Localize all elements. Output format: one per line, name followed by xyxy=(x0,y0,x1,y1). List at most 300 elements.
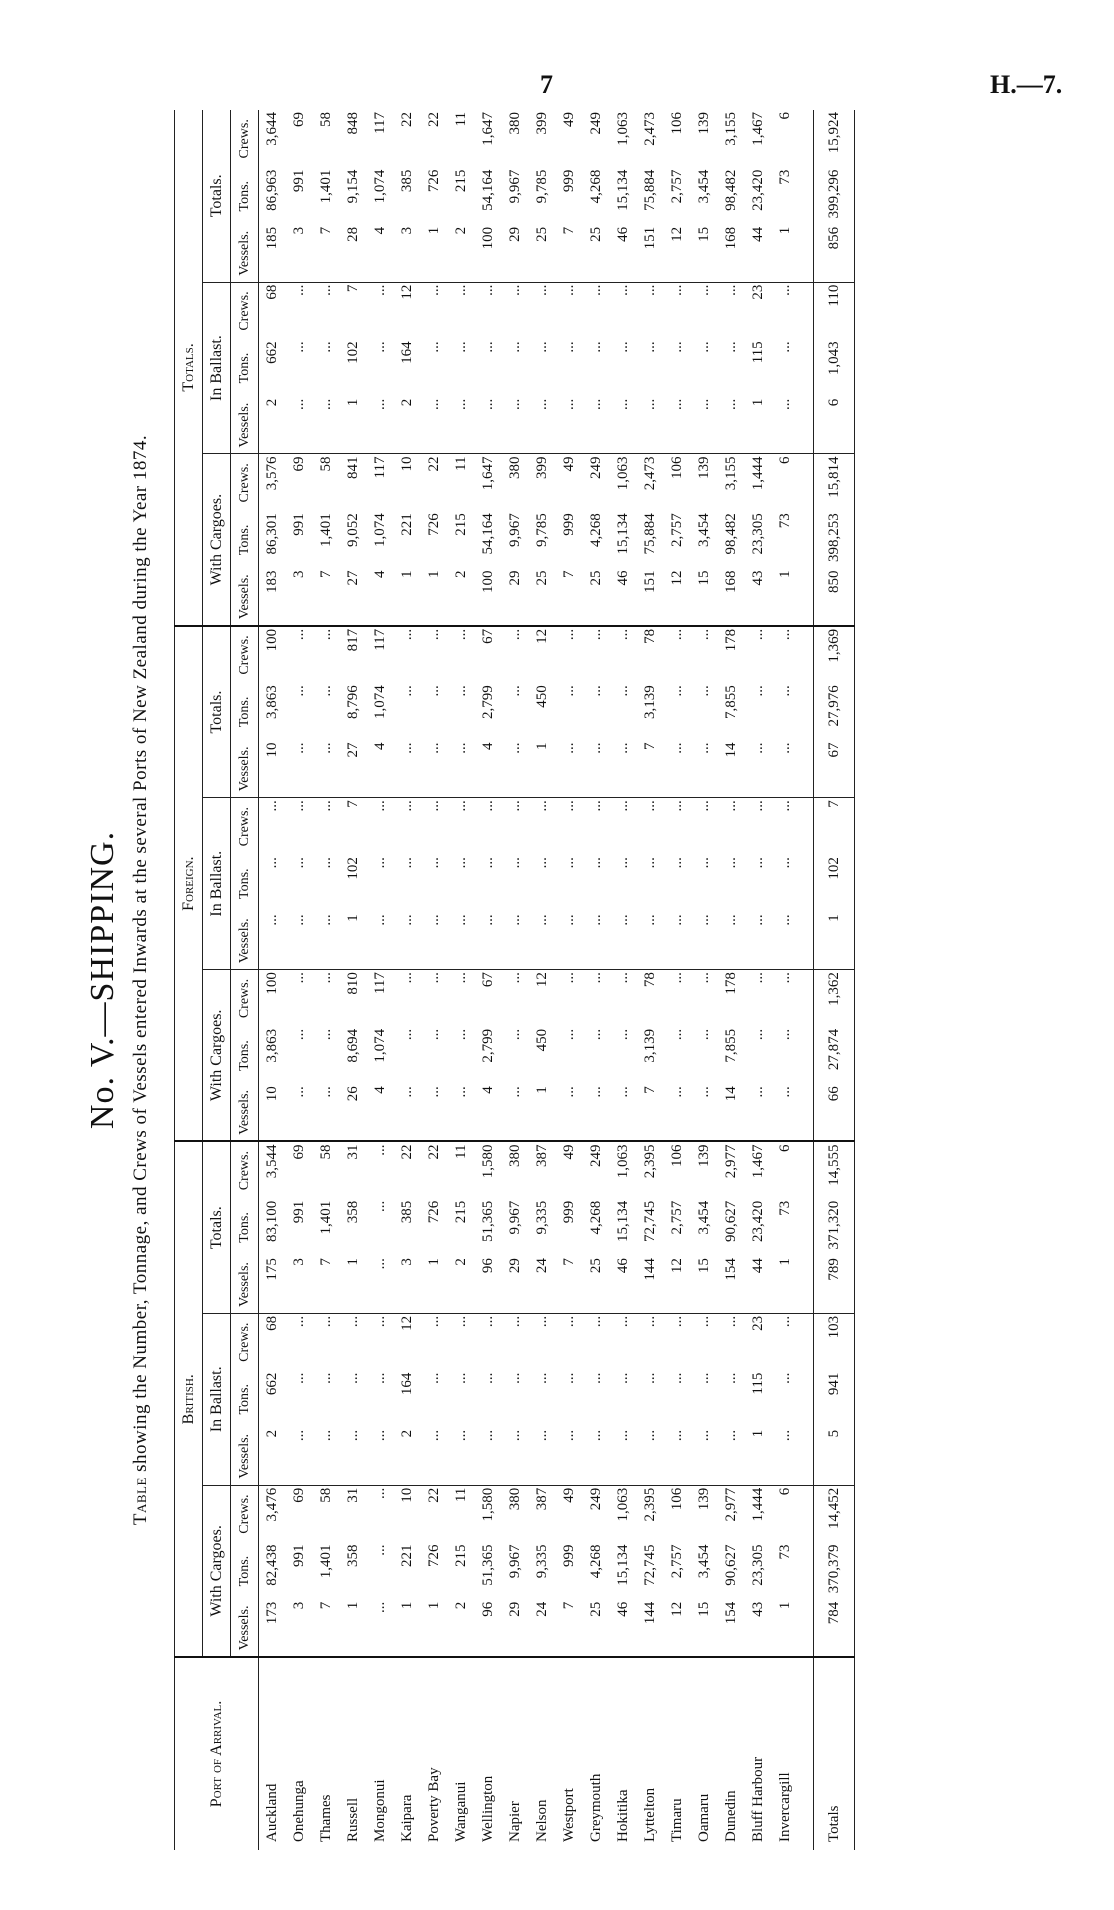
cell-vessels: ... xyxy=(421,741,448,798)
cell-tons: ... xyxy=(291,857,307,869)
cell-crews: 139 xyxy=(696,1487,712,1511)
cell-crews: ... xyxy=(372,800,388,812)
column-crews: Crews. xyxy=(231,282,259,339)
cell-vessels: ... xyxy=(502,1084,529,1141)
cell-tons: ... xyxy=(507,1028,523,1041)
spacer-cell xyxy=(799,168,814,225)
cell-vessels: 46 xyxy=(610,1600,637,1657)
table-row xyxy=(421,110,448,1850)
cell-tons: 358 xyxy=(345,1200,361,1224)
cell-vessels: 7 xyxy=(313,1600,340,1657)
subgroup-totals-with-cargoes: With Cargoes. xyxy=(203,454,231,626)
cell-vessels: 46 xyxy=(610,225,637,282)
column-header-row xyxy=(231,110,259,1850)
cell-crews: ... xyxy=(291,1315,307,1328)
cell-vessels: 3 xyxy=(286,569,313,626)
cell-crews: 69 xyxy=(291,1487,307,1503)
cell-tons: ... xyxy=(399,685,415,697)
cell-crews: 23 xyxy=(750,284,766,300)
cell-vessels: ... xyxy=(367,1600,394,1657)
cell-crews: 67 xyxy=(480,628,496,644)
cell-tons: ... xyxy=(318,857,334,869)
port-name: Dunedin xyxy=(723,1790,739,1842)
cell-crews: 139 xyxy=(696,456,712,479)
cell-tons: ... xyxy=(507,857,523,869)
cell-tons: 726 xyxy=(426,1544,442,1567)
cell-tons: 370,379 xyxy=(814,1542,855,1599)
cell-crews: ... xyxy=(426,284,442,296)
cell-crews: 106 xyxy=(669,1487,685,1511)
cell-vessels: 25 xyxy=(583,1600,610,1657)
cell-vessels: 44 xyxy=(745,1256,772,1313)
spacer-cell xyxy=(799,110,814,168)
group-header-row xyxy=(175,110,203,1850)
cell-crews: 1,444 xyxy=(750,1487,766,1522)
cell-tons: 4,268 xyxy=(588,169,604,204)
cell-tons: ... xyxy=(642,1372,658,1384)
cell-vessels: ... xyxy=(421,912,448,969)
cell-tons: 3,454 xyxy=(696,1200,712,1235)
cell-vessels: 144 xyxy=(637,1256,664,1313)
cell-crews: ... xyxy=(507,284,523,296)
cell-crews: 249 xyxy=(588,1144,604,1167)
column-tons: Tons. xyxy=(231,1199,259,1256)
column-crews: Crews. xyxy=(231,454,259,511)
cell-tons: 991 xyxy=(291,1544,307,1567)
cell-crews: 7 xyxy=(345,284,361,293)
cell-crews: 387 xyxy=(534,1487,550,1511)
port-name: Westport xyxy=(561,1788,577,1842)
subgroup-header-row xyxy=(203,110,231,1850)
cell-crews: 1,063 xyxy=(615,1487,631,1522)
cell-vessels: 1 xyxy=(529,741,556,798)
rotated-table-region xyxy=(40,110,1050,1850)
cell-crews: 49 xyxy=(561,1487,577,1503)
cell-crews: ... xyxy=(426,972,442,984)
cell-vessels: ... xyxy=(718,397,745,454)
cell-tons: 999 xyxy=(561,513,577,536)
cell-vessels: 96 xyxy=(475,1600,502,1657)
port-name: Wanganui xyxy=(453,1781,469,1842)
cell-tons: ... xyxy=(318,1372,334,1384)
port-name: Oamaru xyxy=(696,1793,712,1842)
cell-vessels: ... xyxy=(556,1428,583,1485)
cell-vessels: 4 xyxy=(475,1084,502,1141)
cell-crews: ... xyxy=(723,284,739,296)
cell-vessels: ... xyxy=(286,1084,313,1141)
column-tons: Tons. xyxy=(231,855,259,912)
spacer-cell xyxy=(799,1256,814,1313)
cell-tons: 999 xyxy=(561,1200,577,1224)
cell-tons: 4,268 xyxy=(588,513,604,548)
cell-tons: 1,074 xyxy=(372,169,388,204)
cell-tons: ... xyxy=(561,341,577,353)
cell-vessels: ... xyxy=(286,741,313,798)
cell-tons: 9,967 xyxy=(507,513,523,548)
cell-crews: ... xyxy=(777,284,793,296)
cell-crews: 6 xyxy=(777,1144,793,1152)
cell-vessels: 7 xyxy=(637,741,664,798)
cell-tons: 4,268 xyxy=(588,1200,604,1235)
cell-tons: ... xyxy=(723,341,739,353)
cell-vessels: 27 xyxy=(340,569,367,626)
cell-vessels: 1 xyxy=(772,1256,799,1313)
cell-crews: ... xyxy=(507,972,523,984)
cell-tons: ... xyxy=(561,1028,577,1041)
cell-vessels: 2 xyxy=(394,397,421,454)
cell-tons: ... xyxy=(507,685,523,697)
cell-tons: ... xyxy=(561,685,577,697)
subgroup-british-with-cargoes: With Cargoes. xyxy=(203,1485,231,1657)
cell-vessels: 856 xyxy=(814,225,855,282)
spacer-cell xyxy=(799,1657,814,1850)
cell-tons: 221 xyxy=(399,513,415,536)
cell-tons: ... xyxy=(777,1028,793,1041)
cell-crews: 106 xyxy=(669,456,685,479)
cell-crews: 14,555 xyxy=(814,1141,855,1198)
table-row xyxy=(610,110,637,1850)
cell-crews: 22 xyxy=(426,456,442,472)
cell-vessels: ... xyxy=(502,397,529,454)
cell-crews: 3,155 xyxy=(723,112,739,146)
cell-vessels: 14 xyxy=(718,1084,745,1141)
cell-vessels: 25 xyxy=(529,569,556,626)
port-name: Invercargill xyxy=(777,1772,793,1842)
cell-crews: 1,362 xyxy=(814,970,855,1027)
cell-crews: ... xyxy=(615,972,631,984)
port-name: Timaru xyxy=(669,1798,685,1842)
cell-crews: 12 xyxy=(399,1315,415,1331)
cell-tons: 23,420 xyxy=(750,169,766,211)
cell-crews: 380 xyxy=(507,1487,523,1511)
cell-tons: ... xyxy=(291,1372,307,1384)
cell-tons: ... xyxy=(318,1028,334,1041)
cell-crews: 100 xyxy=(264,628,280,652)
cell-crews: ... xyxy=(291,972,307,984)
cell-crews: ... xyxy=(399,628,415,641)
table-row xyxy=(637,110,664,1850)
cell-crews: ... xyxy=(561,1315,577,1328)
cell-tons: ... xyxy=(453,1028,469,1041)
cell-tons: 1,074 xyxy=(372,513,388,548)
cell-tons: 2,799 xyxy=(480,685,496,719)
cell-crews: ... xyxy=(777,972,793,984)
cell-vessels: 14 xyxy=(718,741,745,798)
cell-crews: 3,644 xyxy=(264,112,280,146)
cell-tons: 72,745 xyxy=(642,1544,658,1586)
cell-tons: ... xyxy=(777,685,793,697)
cell-vessels: 25 xyxy=(583,569,610,626)
cell-vessels: 7 xyxy=(313,1256,340,1313)
cell-vessels: 789 xyxy=(814,1256,855,1313)
cell-tons: ... xyxy=(534,1372,550,1384)
spacer-cell xyxy=(799,225,814,282)
cell-tons: ... xyxy=(507,341,523,353)
cell-crews: ... xyxy=(399,972,415,984)
cell-crews: 67 xyxy=(480,972,496,988)
cell-crews: ... xyxy=(345,1315,361,1328)
table-row xyxy=(691,110,718,1850)
cell-crews: 841 xyxy=(345,456,361,479)
cell-tons: 164 xyxy=(399,341,415,364)
cell-crews: ... xyxy=(507,800,523,812)
cell-crews: ... xyxy=(264,800,280,812)
cell-tons: 3,454 xyxy=(696,1544,712,1579)
cell-vessels: 4 xyxy=(367,1084,394,1141)
cell-tons: 73 xyxy=(777,169,793,185)
cell-crews: ... xyxy=(696,628,712,641)
spacer-row xyxy=(799,110,814,1850)
cell-vessels: ... xyxy=(286,397,313,454)
caption-prefix: Table xyxy=(130,1477,151,1526)
cell-tons: 9,335 xyxy=(534,1544,550,1579)
column-vessels: Vessels. xyxy=(231,1428,259,1485)
cell-vessels: 2 xyxy=(259,397,287,454)
cell-crews: 387 xyxy=(534,1144,550,1167)
cell-vessels: 3 xyxy=(394,1256,421,1313)
cell-crews: ... xyxy=(669,284,685,296)
cell-crews: 106 xyxy=(669,1144,685,1167)
cell-vessels: ... xyxy=(394,1084,421,1141)
cell-tons: ... xyxy=(426,341,442,353)
column-crews: Crews. xyxy=(231,798,259,855)
cell-vessels: 2 xyxy=(259,1428,287,1485)
cell-tons: 1,401 xyxy=(318,513,334,548)
column-crews: Crews. xyxy=(231,1485,259,1542)
cell-crews: 68 xyxy=(264,1315,280,1331)
cell-vessels: 15 xyxy=(691,1600,718,1657)
cell-crews: 1,580 xyxy=(480,1144,496,1179)
cell-vessels: ... xyxy=(772,1428,799,1485)
cell-crews: ... xyxy=(453,800,469,812)
cell-crews: 49 xyxy=(561,1144,577,1160)
cell-vessels: ... xyxy=(421,397,448,454)
port-name: Poverty Bay xyxy=(426,1767,442,1842)
spacer-cell xyxy=(799,683,814,740)
cell-crews: 117 xyxy=(372,456,388,479)
spacer-cell xyxy=(799,339,814,396)
cell-crews: 1,444 xyxy=(750,456,766,491)
cell-vessels: 25 xyxy=(529,225,556,282)
cell-tons: ... xyxy=(480,341,496,353)
cell-crews: ... xyxy=(696,1315,712,1328)
cell-vessels: 24 xyxy=(529,1600,556,1657)
cell-crews: 399 xyxy=(534,112,550,135)
cell-crews: ... xyxy=(750,800,766,812)
cell-tons: ... xyxy=(291,1028,307,1041)
cell-tons: 3,454 xyxy=(696,169,712,204)
cell-vessels: ... xyxy=(772,1084,799,1141)
column-vessels: Vessels. xyxy=(231,1600,259,1657)
cell-crews: 11 xyxy=(453,1487,469,1503)
cell-vessels: ... xyxy=(556,1084,583,1141)
spacer-cell xyxy=(799,970,814,1027)
cell-tons: 8,796 xyxy=(345,685,361,719)
cell-tons: ... xyxy=(372,341,388,353)
cell-vessels: 3 xyxy=(286,1600,313,1657)
cell-vessels: 4 xyxy=(475,741,502,798)
cell-crews: ... xyxy=(534,284,550,296)
cell-tons: 23,305 xyxy=(750,1544,766,1586)
cell-vessels: 1 xyxy=(340,912,367,969)
cell-crews: ... xyxy=(750,628,766,641)
cell-crews: ... xyxy=(777,800,793,812)
cell-crews: 810 xyxy=(345,972,361,995)
cell-vessels: ... xyxy=(529,397,556,454)
cell-vessels: 2 xyxy=(448,225,475,282)
cell-vessels: ... xyxy=(610,1428,637,1485)
cell-vessels: 4 xyxy=(367,741,394,798)
cell-vessels: 2 xyxy=(394,1428,421,1485)
subgroup-totals-in-ballast: In Ballast. xyxy=(203,282,231,454)
cell-tons: 9,154 xyxy=(345,169,361,204)
column-crews: Crews. xyxy=(231,970,259,1027)
cell-crews: ... xyxy=(615,284,631,296)
cell-crews: 817 xyxy=(345,628,361,652)
port-header: Port of Arrival. xyxy=(175,1657,259,1850)
cell-vessels: ... xyxy=(664,1084,691,1141)
cell-tons: ... xyxy=(642,857,658,869)
cell-tons: ... xyxy=(372,1200,388,1213)
cell-tons: ... xyxy=(561,857,577,869)
cell-crews: ... xyxy=(480,800,496,812)
cell-tons: 23,305 xyxy=(750,513,766,555)
cell-vessels: ... xyxy=(259,912,287,969)
cell-vessels: ... xyxy=(583,741,610,798)
cell-tons: 15,134 xyxy=(615,1544,631,1586)
column-crews: Crews. xyxy=(231,626,259,683)
cell-tons: ... xyxy=(615,1372,631,1384)
cell-crews: ... xyxy=(480,284,496,296)
cell-crews: ... xyxy=(561,628,577,641)
cell-crews: ... xyxy=(453,972,469,984)
cell-crews: 110 xyxy=(814,282,855,339)
cell-tons: ... xyxy=(750,685,766,697)
cell-vessels: ... xyxy=(664,397,691,454)
cell-vessels: ... xyxy=(502,912,529,969)
cell-tons: ... xyxy=(372,1544,388,1556)
cell-vessels: ... xyxy=(772,741,799,798)
cell-tons: ... xyxy=(669,1028,685,1041)
cell-tons: 1,401 xyxy=(318,169,334,204)
cell-crews: ... xyxy=(561,972,577,984)
cell-tons: ... xyxy=(426,1372,442,1384)
cell-tons: 9,785 xyxy=(534,169,550,204)
cell-vessels: ... xyxy=(529,1428,556,1485)
cell-vessels: ... xyxy=(394,912,421,969)
cell-crews: ... xyxy=(291,628,307,641)
cell-tons: 450 xyxy=(534,1028,550,1052)
cell-tons: 15,134 xyxy=(615,1200,631,1243)
cell-vessels: 4 xyxy=(367,225,394,282)
cell-tons: ... xyxy=(264,857,280,869)
column-vessels: Vessels. xyxy=(231,1256,259,1313)
cell-crews: 2,395 xyxy=(642,1487,658,1522)
cell-vessels: 1 xyxy=(340,1256,367,1313)
cell-vessels: 784 xyxy=(814,1600,855,1657)
table-row xyxy=(313,110,340,1850)
cell-crews: ... xyxy=(372,1315,388,1328)
cell-crews: 68 xyxy=(264,284,280,300)
cell-vessels: ... xyxy=(340,1428,367,1485)
cell-vessels: 5 xyxy=(814,1428,855,1485)
cell-vessels: 3 xyxy=(286,1256,313,1313)
cell-vessels: ... xyxy=(448,912,475,969)
cell-tons: 1,401 xyxy=(318,1200,334,1235)
cell-crews: ... xyxy=(399,800,415,812)
cell-crews: 58 xyxy=(318,1144,334,1160)
cell-vessels: ... xyxy=(637,1428,664,1485)
cell-tons: ... xyxy=(615,341,631,353)
cell-vessels: 15 xyxy=(691,1256,718,1313)
cell-vessels: 1 xyxy=(772,1600,799,1657)
cell-vessels: ... xyxy=(637,397,664,454)
cell-vessels: ... xyxy=(313,1428,340,1485)
cell-tons: 385 xyxy=(399,169,415,193)
table-row xyxy=(745,110,772,1850)
cell-vessels: ... xyxy=(313,912,340,969)
cell-tons: 726 xyxy=(426,169,442,193)
cell-vessels: 151 xyxy=(637,225,664,282)
cell-crews: 10 xyxy=(399,456,415,472)
cell-tons: 9,967 xyxy=(507,1200,523,1235)
spacer-cell xyxy=(799,1313,814,1370)
cell-vessels: ... xyxy=(394,741,421,798)
cell-tons: 2,757 xyxy=(669,513,685,548)
cell-crews: ... xyxy=(696,800,712,812)
cell-tons: 662 xyxy=(264,1372,280,1396)
cell-tons: 73 xyxy=(777,1200,793,1216)
cell-tons: ... xyxy=(696,857,712,869)
cell-tons: 115 xyxy=(750,1372,766,1395)
cell-tons: ... xyxy=(615,1028,631,1041)
spacer-cell xyxy=(799,912,814,969)
spacer-cell xyxy=(799,1084,814,1141)
cell-crews: 1,467 xyxy=(750,1144,766,1179)
totals-label: Totals xyxy=(814,1657,855,1850)
cell-vessels: 7 xyxy=(556,225,583,282)
cell-vessels: 1 xyxy=(421,1256,448,1313)
cell-vessels: 1 xyxy=(394,1600,421,1657)
table-body xyxy=(259,110,855,1850)
cell-crews: 58 xyxy=(318,112,334,127)
cell-crews: ... xyxy=(561,800,577,812)
port-name: Mongonui xyxy=(372,1779,388,1842)
cell-vessels: ... xyxy=(691,1084,718,1141)
cell-crews: 6 xyxy=(777,112,793,120)
column-tons: Tons. xyxy=(231,1371,259,1428)
cell-crews: 117 xyxy=(372,628,388,651)
cell-vessels: ... xyxy=(664,741,691,798)
subgroup-totals-totals: Totals. xyxy=(203,110,231,282)
cell-crews: 12 xyxy=(534,972,550,988)
cell-tons: 102 xyxy=(345,857,361,880)
cell-vessels: ... xyxy=(367,1256,394,1313)
port-name: Russell xyxy=(345,1797,361,1842)
cell-vessels: ... xyxy=(583,1084,610,1141)
cell-crews: ... xyxy=(372,1487,388,1499)
column-tons: Tons. xyxy=(231,683,259,740)
cell-vessels: 173 xyxy=(259,1600,287,1657)
cell-vessels: 154 xyxy=(718,1600,745,1657)
cell-crews: 22 xyxy=(426,1144,442,1160)
cell-crews: ... xyxy=(669,972,685,984)
cell-vessels: 183 xyxy=(259,569,287,626)
cell-crews: 1,063 xyxy=(615,112,631,146)
cell-tons: ... xyxy=(696,1372,712,1384)
cell-vessels: 15 xyxy=(691,225,718,282)
cell-vessels: 154 xyxy=(718,1256,745,1313)
